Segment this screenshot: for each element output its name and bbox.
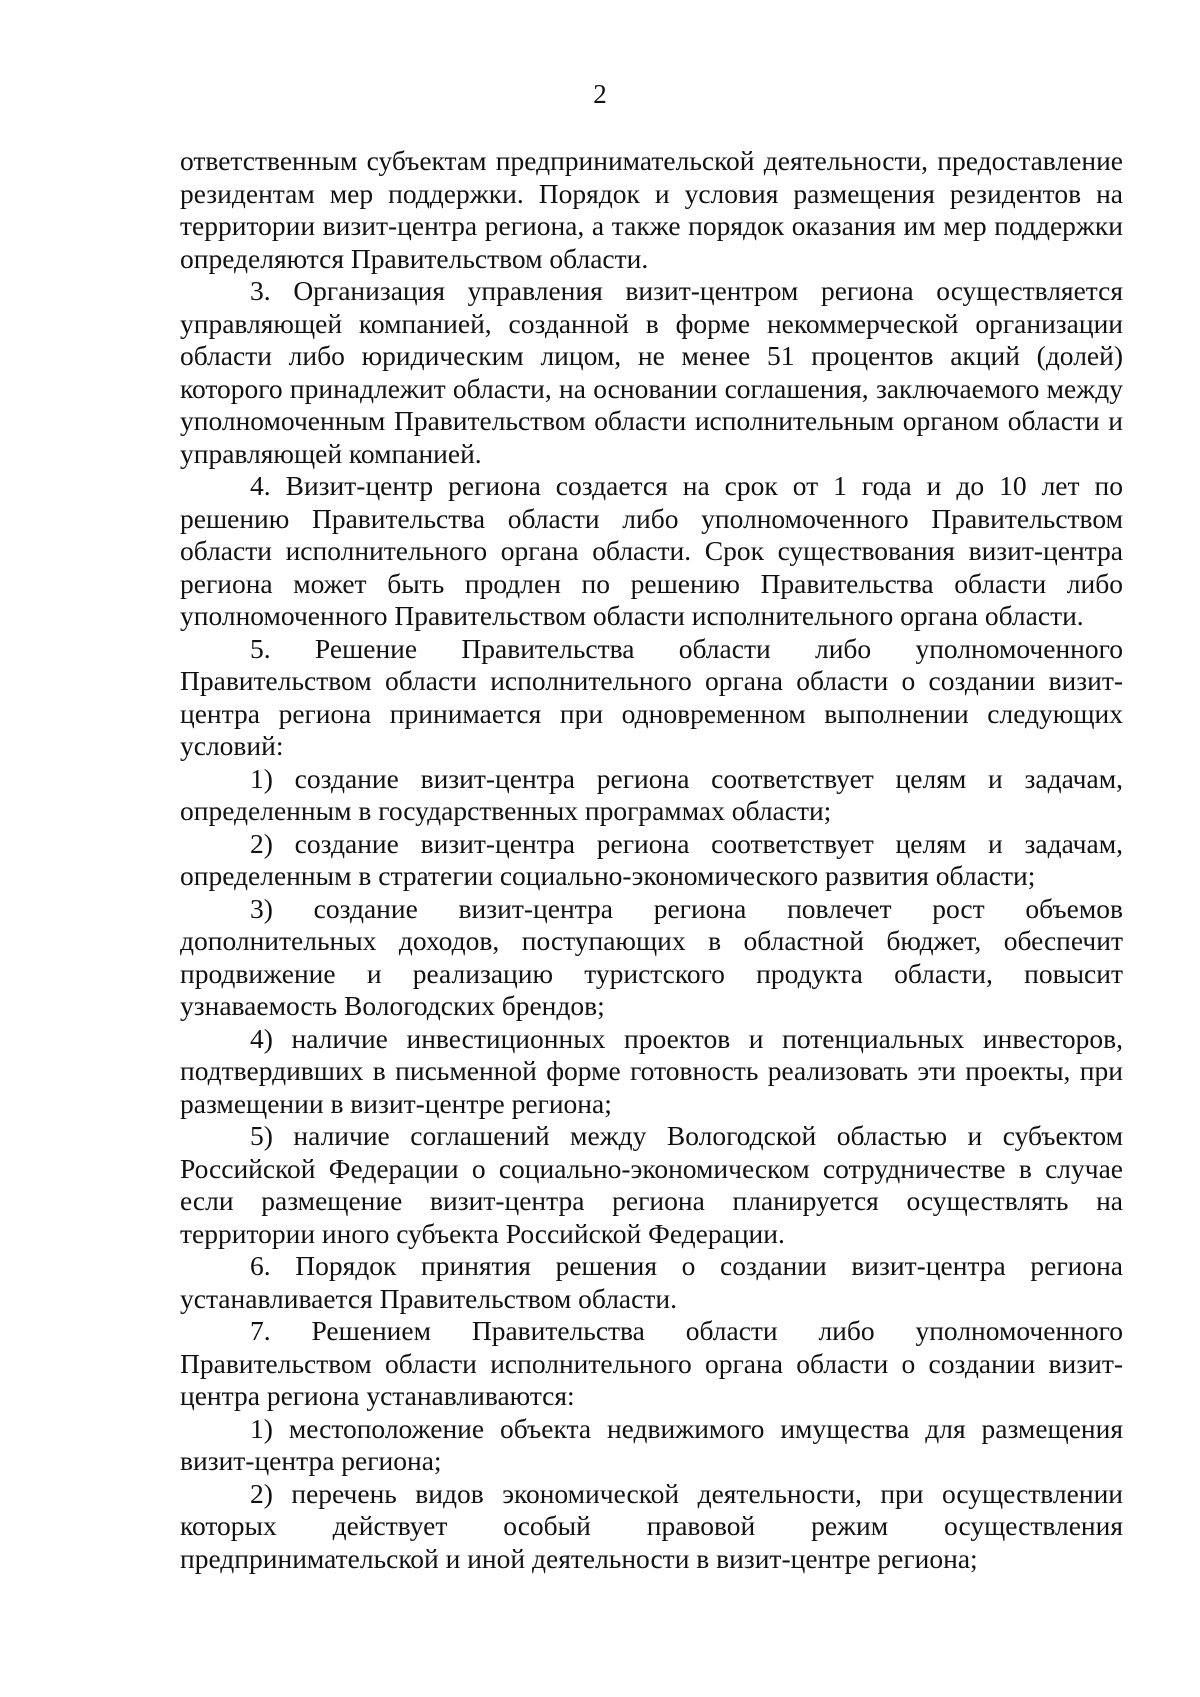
subitem-7-2: 2) перечень видов экономической деятельности, при осуществлении которых действует особый правовой режим осуществления предпринимательской и иной деятельности в визит-центре региона;: [180, 1477, 1123, 1574]
paragraph-item-4: 4. Визит-центр региона создается на срок от 1 года и до 10 лет по решению Правительства области либо уполномоченного Правительством области исполнительного органа области. Срок существования визит-центра региона может быть продлен по решению Правительства области либо уполномоченного Правительством области исполнительного органа области.: [180, 470, 1123, 631]
subitem-7-1: 1) местоположение объекта недвижимого имущества для размещения визит-центра региона;: [180, 1412, 1123, 1476]
document-body: [180, 145, 1123, 1575]
paragraph-item-6: 6. Порядок принятия решения о создании визит-центра региона устанавливается Правительством области.: [180, 1250, 1123, 1314]
paragraph-continuation: ответственным субъектам предпринимательской деятельности, предоставление резидентам мер поддержки. Порядок и условия размещения резидентов на территории визит-центра региона, а также порядок оказания им мер поддержки определяются Правительством области.: [180, 145, 1123, 274]
paragraph-item-7: 7. Решением Правительства области либо уполномоченного Правительством области исполнительного органа области о создании визит-центра региона устанавливаются:: [180, 1315, 1123, 1411]
subitem-5-3: 3) создание визит-центра региона повлечет рост объемов дополнительных доходов, поступающих в областной бюджет, обеспечит продвижение и реализацию туристского продукта области, повысит узнаваемость Вологодских брендов;: [180, 892, 1123, 1021]
paragraph-item-3: 3. Организация управления визит-центром региона осуществляется управляющей компанией, созданной в форме некоммерческой организации области либо юридическим лицом, не менее 51 процентов акций (долей) которого принадлежит области, на основании соглашения, заключаемого между уполномоченным Правительством области исполнительным органом области и управляющей компанией.: [180, 275, 1123, 469]
subitem-5-1: 1) создание визит-центра региона соответствует целям и задачам, определенным в государственных программах области;: [180, 762, 1123, 826]
subitem-5-5: 5) наличие соглашений между Вологодской областью и субъектом Российской Федерации о социально-экономическом сотрудничестве в случае если размещение визит-центра региона планируется осуществлять на территории иного субъекта Российской Федерации.: [180, 1120, 1123, 1249]
page-number: 2: [593, 79, 607, 109]
subitem-5-4: 4) наличие инвестиционных проектов и потенциальных инвесторов, подтвердивших в письменной форме готовность реализовать эти проекты, при размещении в визит-центре региона;: [180, 1022, 1123, 1119]
subitem-5-2: 2) создание визит-центра региона соответствует целям и задачам, определенным в стратегии социально-экономического развития области;: [180, 827, 1123, 891]
paragraph-item-5: 5. Решение Правительства области либо уполномоченного Правительством области исполнительного органа области о создании визит-центра региона принимается при одновременном выполнении следующих условий:: [180, 632, 1123, 761]
